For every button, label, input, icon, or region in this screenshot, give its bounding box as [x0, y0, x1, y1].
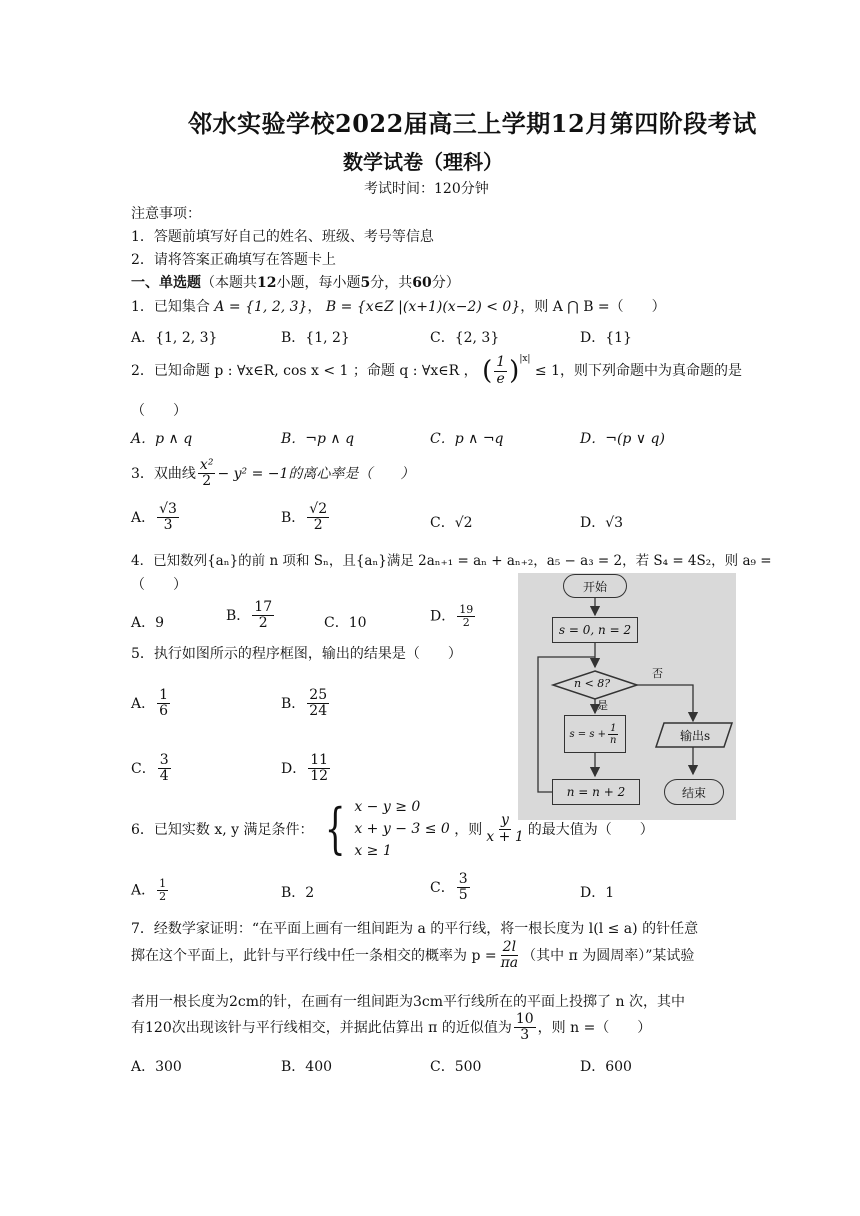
q1-option-d: D．{1} — [580, 330, 632, 346]
q2-option-a: A．p ∧ q — [131, 431, 193, 447]
q3-option-d: D．√3 — [580, 515, 624, 531]
q1-option-c: C．{2, 3} — [430, 330, 500, 346]
question-1: 1．已知集合 A = {1, 2, 3}， B = {x∈Z |(x+1)(x−2) < 0}，则 A ⋂ B =（ ） — [131, 299, 666, 315]
question-7-line-1: 7．经数学家证明：“在平面上画有一组间距为 a 的平行线，将一根长度为 l(l ≤ a) 的针任意 — [131, 921, 699, 937]
note-item: 2．请将答案正确填写在答题卡上 — [131, 252, 336, 268]
q4-option-d: D． $\frac{19}{2}$ — [430, 603, 474, 630]
q2-option-b: B．¬p ∧ q — [281, 431, 355, 447]
q4-option-b: B． $\frac{17}{2}$ — [226, 599, 273, 632]
q7-option-b: B．400 — [281, 1059, 333, 1075]
section-header: 一、单选题（本题共12小题，每小题5分，共60分） — [131, 275, 460, 291]
q3-option-a: A． $\frac{√3}{3}$ — [131, 501, 177, 534]
program-flowchart — [518, 573, 736, 820]
q4-option-a: A．9 — [131, 615, 165, 631]
q1-option-a: A．{1, 2, 3} — [131, 330, 218, 346]
q3-option-b: B． $\frac{√2}{2}$ — [281, 501, 328, 534]
exam-subtitle: 数学试卷（理科） — [343, 150, 503, 174]
flow-increment: n = n + 2 — [552, 779, 640, 805]
flow-yes-label: 是 — [597, 699, 608, 712]
q4-answer-paren: （ ） — [131, 577, 187, 593]
q6-option-b: B．2 — [281, 885, 315, 901]
q4-option-c: C．10 — [324, 615, 367, 631]
flow-condition: n < 8? — [574, 677, 611, 690]
q2-option-d: D．¬(p ∨ q) — [580, 431, 665, 447]
q7-option-a: A．300 — [131, 1059, 182, 1075]
q6-option-c: C． $\frac{3}{5}$ — [430, 871, 468, 904]
question-7-line-2: 掷在这个平面上，此针与平行线中任一条相交的概率为 p = $\frac{2l}{\pi a}$ （其中 π 为圆周率）”某试验 — [131, 939, 695, 972]
flow-no-label: 否 — [652, 667, 663, 680]
question-5: 5．执行如图所示的程序框图，输出的结果是（ ） — [131, 646, 462, 662]
q6-option-a: A． $\frac{1}{2}$ — [131, 877, 167, 904]
q5-option-c: C． $\frac{3}{4}$ — [131, 752, 169, 785]
question-4: 4．已知数列{aₙ}的前 n 项和 Sₙ，且{aₙ}满足 2aₙ₊₁ = aₙ + aₙ₊₂，a₅ − a₃ = 2，若 S₄ = 4S₂，则 a₉ = — [131, 553, 772, 569]
notes-heading: 注意事项： — [131, 206, 201, 222]
flow-body: s = s + $\frac{1}{n}$ — [564, 715, 626, 753]
q5-option-a: A． $\frac{1}{6}$ — [131, 687, 169, 720]
constraint-system: { x − y ≥ 0 x + y − 3 ≤ 0 x ≥ 1 — [324, 797, 450, 860]
q2-answer-paren: （ ） — [131, 403, 187, 419]
q7-option-d: D．600 — [580, 1059, 632, 1075]
exam-time: 考试时间：120分钟 — [364, 181, 489, 197]
flow-init: s = 0, n = 2 — [552, 617, 638, 643]
flow-output: 输出s — [680, 729, 711, 743]
q6-option-d: D．1 — [580, 885, 615, 901]
question-7-line-3: 者用一根长度为2cm的针，在画有一组间距为3cm平行线所在的平面上投掷了 n 次，其中 — [131, 994, 685, 1010]
q2-option-c: C．p ∧ ¬q — [430, 431, 504, 447]
flow-end: 结束 — [664, 779, 724, 805]
q3-option-c: C．√2 — [430, 515, 473, 531]
q5-option-b: B． $\frac{25}{24}$ — [281, 687, 328, 720]
question-3: 3．双曲线 $\frac{\text{x²}}{2}$ − y² = −1的离心率是（ ） — [131, 457, 415, 490]
question-2: 2．已知命题 p : ∀x∈R, cos x < 1 ；命题 q : ∀x∈R ， ( $\frac{1}{e}$ )$^{|x|}$ ≤ 1，则下列命题中为真命题的是 — [131, 354, 742, 387]
q7-option-c: C．500 — [430, 1059, 482, 1075]
q5-option-d: D． $\frac{11}{12}$ — [281, 752, 329, 785]
flow-start: 开始 — [563, 574, 627, 598]
exam-title: 邻水实验学校2022届高三上学期12月第四阶段考试 — [188, 109, 757, 138]
question-6: 6．已知实数 x, y 满足条件： { x − y ≥ 0 x + y − 3 ≤ 0 x ≥ 1 ，则 $\frac{y}{x + 1}$ 的最大值为（ ） — [131, 797, 654, 860]
note-item: 1．答题前填写好自己的姓名、班级、考号等信息 — [131, 229, 434, 245]
question-7-line-4: 有120次出现该针与平行线相交，并据此估算出 π 的近似值为 $\frac{10}{3}$ ，则 n =（ ） — [131, 1011, 652, 1044]
q1-option-b: B．{1, 2} — [281, 330, 350, 346]
